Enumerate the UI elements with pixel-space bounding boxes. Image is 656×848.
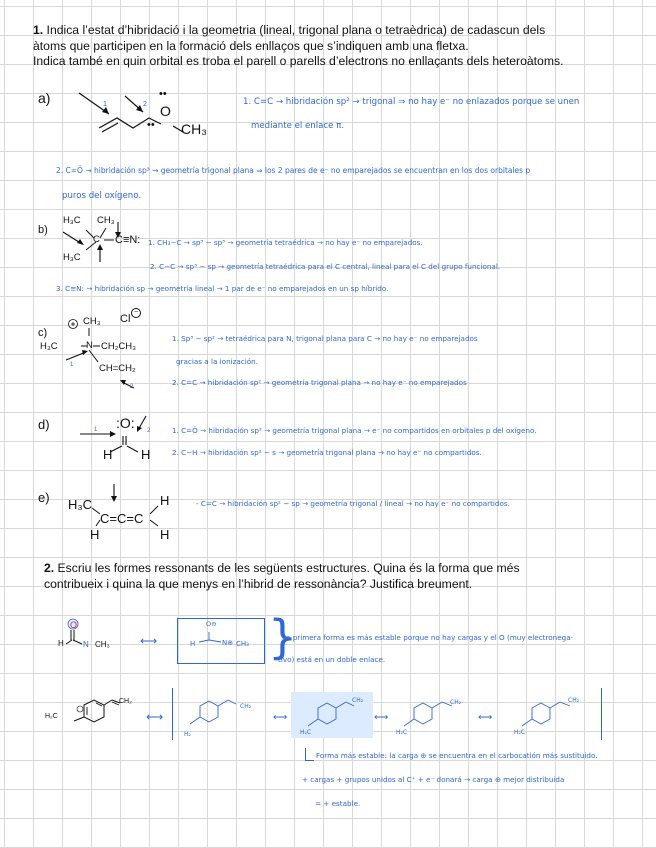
question-1-line2: àtoms que participen en la formació dels enllaços que s’indiquen amb una fletxa. — [33, 38, 469, 53]
molecule-c-chch2: CH=CH₂ — [99, 363, 136, 374]
amide-res-n: N⊕ — [222, 639, 234, 647]
question-2-line2: contribueix i quina la que menys en l’hibrid de ressonància? Justifica breument. — [44, 576, 473, 591]
answer-b-2: 2. C−C → sp³ − sp → geometría tetraédrica para el C central, lineal para el C del grupo funcional. — [150, 262, 501, 271]
styrene-note-2: + cargas + grupos unidos al C⁺ + e⁻ donará → carga ⊕ mejor distribuida — [302, 775, 565, 784]
answer-a-1: 1. C=C → hibridación sp² → trigonal ⇒ no hay e⁻ no enlazados porque se unen — [243, 97, 580, 107]
svg-text:1: 1 — [103, 101, 107, 108]
part-e-label: e) — [38, 490, 50, 505]
resonance-arrow-2: ⟷ — [146, 710, 164, 724]
amide-res-lines — [195, 626, 235, 646]
question-1-number: 1. — [33, 23, 44, 37]
molecule-c-cl: Cl — [120, 313, 131, 325]
styrene-ch2: CH₂ — [119, 698, 132, 705]
part-a-label: a) — [38, 90, 51, 106]
svg-text:1: 1 — [70, 362, 74, 368]
molecule-c-ch3: CH₃ — [83, 316, 101, 327]
molecule-b-h3c-bot: H₃C — [63, 252, 81, 263]
molecule-c-h3c: H₃C — [40, 341, 58, 352]
molecule-b-c: C — [93, 234, 100, 245]
svg-text:CH₂: CH₂ — [568, 697, 580, 704]
molecule-d-h1: H — [103, 447, 113, 462]
answer-d-1: 1. C=Ö → hibridación sp² → geometría trigonal plana → e⁻ no compartidos en orbitales p del oxígeno. — [172, 426, 537, 435]
molecule-c-n: N — [86, 340, 93, 351]
part-b-label: b) — [38, 224, 48, 236]
svg-text:O: O — [70, 620, 78, 630]
amide-h: H — [58, 639, 64, 648]
molecule-e-h-left: H — [90, 527, 100, 542]
svg-text:••: •• — [147, 119, 155, 131]
svg-text:CH₂: CH₂ — [450, 699, 462, 706]
answer-b-3: 3. C≡N: → hibridación sp → geometría lineal → 1 par de e⁻ no emparejados en un sp híbrido. — [56, 284, 389, 293]
molecule-a — [75, 88, 235, 148]
answer-a-2b: puros del oxígeno. — [62, 191, 142, 201]
molecule-amide — [58, 618, 128, 664]
molecule-c-cl-charge: − — [131, 308, 141, 318]
answer-b-1: 1. CH₃−C → sp³ − sp³ → geometría tetraédrica → no hay e⁻ no emparejados. — [148, 238, 423, 247]
amide-res-h: H — [190, 640, 196, 648]
molecule-e-h-right: H — [160, 527, 170, 542]
molecule-d-o: :O: — [116, 415, 135, 431]
svg-text:1: 1 — [94, 427, 98, 433]
molecule-e-h-top: H — [160, 493, 170, 508]
part-d-label: d) — [38, 417, 50, 432]
molecule-e-h3c: H₃C — [68, 497, 93, 512]
amide-res-o: O⊖ — [206, 620, 217, 628]
answer-c-1b: gracias a la ionización. — [176, 357, 258, 366]
svg-text:H₂: H₂ — [184, 731, 191, 738]
answer-e-1: - C=C → hibridación sp² − sp → geometría trigonal / lineal → no hay e⁻ no compartidos. — [196, 499, 510, 508]
svg-text:⟷: ⟷ — [374, 712, 389, 723]
answer-c-2: 2. C=C → hibridación sp² → geometría trigonal plana → no hay e⁻ no emparejados — [172, 378, 467, 387]
amide-note-1: La primera forma es más estable porque no hay cargas y el O (muy electronega- — [282, 633, 574, 642]
svg-text:H₂C: H₂C — [514, 729, 526, 736]
styrene-h2c: H₂C — [45, 713, 58, 720]
amide-resonance-brace: } — [268, 610, 298, 664]
svg-text:2: 2 — [143, 101, 147, 108]
svg-text:H₂C: H₂C — [300, 729, 312, 736]
question-1-line1: Indica l’estat d’hibridació i la geometria (lineal, trigonal plana o tetraèdrica) de cadascun dels — [43, 23, 546, 37]
molecule-a-ch3: CH₃ — [181, 121, 207, 137]
question-2-line1: Escriu les formes ressonants de les següents estructures. Quina és la forma que més — [54, 561, 520, 575]
styrene-resonance-forms — [178, 690, 598, 740]
svg-text:CH₂: CH₂ — [352, 697, 364, 704]
answer-d-2: 2. C−H → hibridación sp² − s → geometría trigonal plana → no hay e⁻ no compartidos. — [172, 448, 482, 457]
molecule-b-h3c-top: H₃C — [63, 215, 81, 226]
question-1 — [33, 23, 633, 70]
molecule-b-ch3-top: CH₃ — [97, 215, 115, 226]
styrene-note-3: = + estable. — [315, 799, 361, 808]
part-c-label: c) — [38, 327, 48, 339]
svg-text:CH₂: CH₂ — [240, 703, 252, 710]
resonance-arrow-1: ⟷ — [140, 634, 158, 648]
styrene-note-1: Forma más estable: la carga ⊕ se encuentra en el carbocatión más sustituido. — [316, 751, 598, 760]
svg-text:H₂C: H₂C — [396, 729, 408, 736]
question-2-number: 2. — [44, 561, 55, 575]
amide-note-2: tivo) está en un doble enlace. — [278, 655, 386, 664]
answer-a-2: 2. C=Ö → hibridación sp³ → geometría trigonal plana ⇒ los 2 pares de e⁻ no emparejados se encuentran en los dos orbitales p — [56, 166, 531, 175]
question-2 — [44, 561, 624, 592]
molecule-c — [60, 312, 160, 392]
molecule-d-h2: H — [141, 447, 151, 462]
svg-text:⟷: ⟷ — [273, 712, 288, 723]
molecule-c-ch2ch3: CH₂CH₃ — [101, 341, 136, 352]
svg-text:2: 2 — [130, 384, 134, 390]
svg-text:2: 2 — [147, 428, 151, 434]
styrene-note-marker — [305, 748, 314, 761]
svg-text:••: •• — [159, 88, 167, 100]
molecule-b-cn: C≡N: — [115, 234, 141, 246]
svg-text:⟷: ⟷ — [478, 712, 493, 723]
molecule-a-o: O — [160, 103, 171, 119]
answer-c-1: 1. Sp³ − sp² → tetraédrica para N, trigonal plana para C → no hay e⁻ no emparejados — [172, 334, 478, 343]
amide-ch3: CH₃ — [95, 640, 110, 649]
molecule-e-center: C=C=C — [100, 511, 144, 526]
amide-n: N — [83, 640, 89, 649]
question-1-line3: Indica també en quin orbital es troba el parell o parells d’electrons no enllaçants dels heteroàtoms. — [33, 54, 564, 68]
answer-a-1b: mediante el enlace π. — [251, 121, 345, 131]
amide-res-ch3: CH₃ — [236, 640, 249, 648]
